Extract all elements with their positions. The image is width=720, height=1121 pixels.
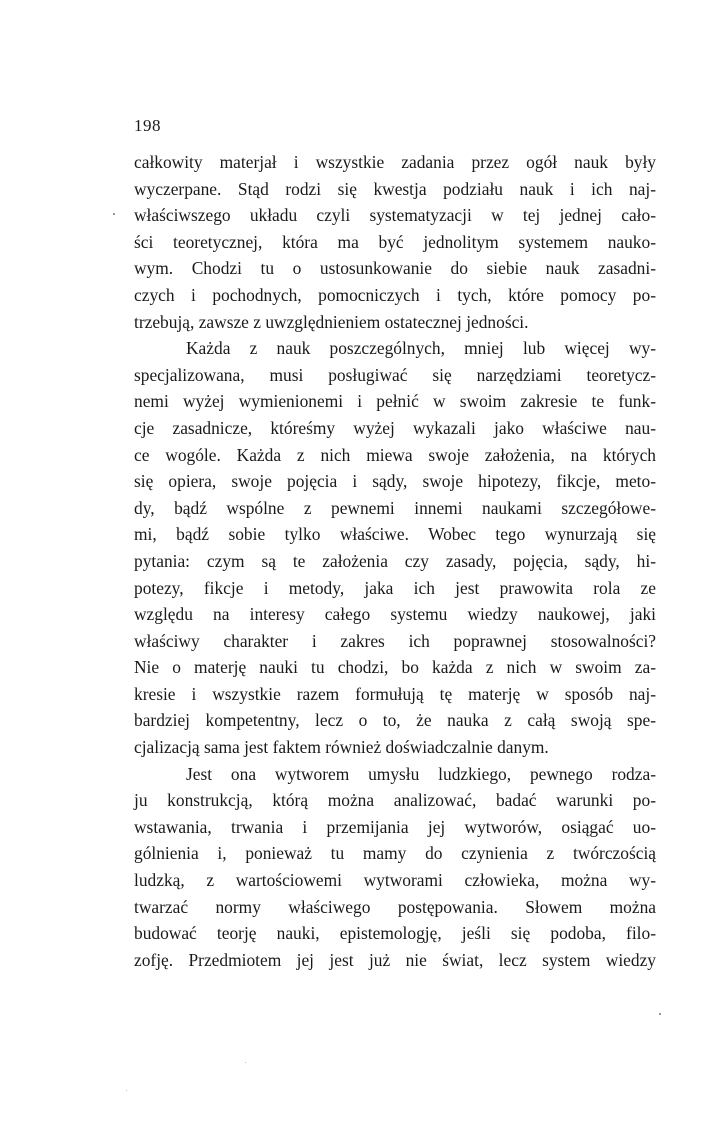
text-line: Każda z nauk poszczególnych, mniej lub więcej wy- — [186, 338, 656, 359]
text-line: właściwszego układu czyli systematyzacji w tej jednej cało- — [134, 205, 656, 226]
text-line: trzebują, zawsze z uwzględnieniem ostatecznej jedności. — [134, 311, 529, 332]
text-line: wstawania, trwania i przemijania jej wytworów, osiągać uo- — [134, 816, 656, 837]
text-line: budować teorję nauki, epistemologję, jeśli się podoba, filo- — [134, 923, 656, 944]
text-line: specjalizowana, musi posługiwać się narzędziami teoretycz- — [134, 364, 656, 385]
text-line: całkowity materjał i wszystkie zadania przez ogół nauk były — [134, 152, 656, 172]
paper-speck — [659, 1013, 661, 1015]
paper-speck — [245, 1062, 246, 1063]
body-text — [134, 149, 656, 973]
text-line: ce wogóle. Każda z nich miewa swoje założenia, na których — [134, 444, 656, 465]
text-line: twarzać normy właściwego postępowania. Słowem można — [134, 896, 656, 917]
text-line: wyczerpane. Stąd rodzi się kwestja podziału nauk i ich naj- — [134, 178, 656, 199]
text-line: pytania: czym są te założenia czy zasady, pojęcia, sądy, hi- — [134, 550, 656, 571]
text-line: cje zasadnicze, któreśmy wyżej wykazali jako właściwe nau- — [134, 417, 656, 438]
page-number: 198 — [134, 116, 161, 135]
text-line: ludzką, z wartościowemi wytworami człowieka, można wy- — [134, 870, 656, 891]
text-line: właściwy charakter i zakres ich poprawnej stosowalności? — [134, 630, 656, 651]
text-line: Jest ona wytworem umysłu ludzkiego, pewnego rodza- — [186, 763, 656, 784]
text-line: kresie i wszystkie razem formułują tę materję w sposób naj- — [134, 683, 656, 704]
text-line: mi, bądź sobie tylko właściwe. Wobec tego wynurzają się — [134, 524, 656, 545]
text-line: nemi wyżej wymienionemi i pełnić w swoim zakresie te funk- — [134, 391, 656, 412]
paper-speck — [113, 213, 115, 215]
paper-speck — [126, 1090, 127, 1091]
text-line: względu na interesy całego systemu wiedzy naukowej, jaki — [134, 604, 656, 625]
text-line: potezy, fikcje i metody, jaka ich jest prawowita rola ze — [134, 577, 656, 598]
text-line: bardziej kompetentny, lecz o to, że nauka z całą swoją spe- — [134, 710, 656, 731]
text-line: ści teoretycznej, która ma być jednolitym systemem nauko- — [134, 231, 656, 252]
text-line: wym. Chodzi tu o ustosunkowanie do siebie nauk zasadni- — [134, 258, 656, 279]
text-line: się opiera, swoje pojęcia i sądy, swoje hipotezy, fikcje, meto- — [134, 471, 656, 492]
text-line: czych i pochodnych, pomocniczych i tych, które pomocy po- — [134, 284, 656, 305]
text-line: zofję. Przedmiotem jej jest już nie świat, lecz system wiedzy — [134, 949, 656, 970]
text-line: ju konstrukcją, którą można analizować, badać warunki po- — [134, 790, 656, 811]
text-line: Nie o materję nauki tu chodzi, bo każda z nich w swoim za- — [134, 657, 656, 678]
text-line: cjalizacją sama jest faktem również doświadczalnie danym. — [134, 737, 549, 758]
text-line: gólnienia i, ponieważ tu mamy do czynienia z twórczością — [134, 843, 656, 864]
text-line: dy, bądź wspólne z pewnemi innemi naukami szczegółowe- — [134, 497, 656, 518]
